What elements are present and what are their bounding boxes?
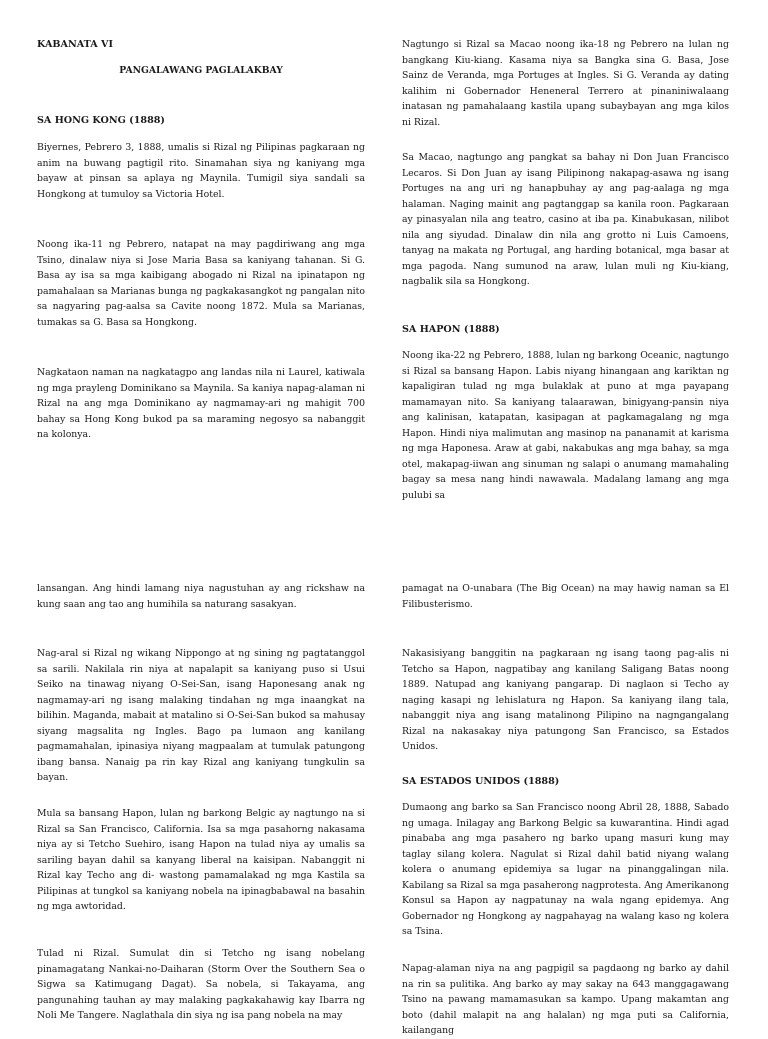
section-heading-hapon: SA HAPON (1888) — [402, 324, 500, 335]
section-heading-hongkong: SA HONG KONG (1888) — [37, 115, 165, 126]
paragraph: Nag-aral si Rizal ng wikang Nippongo at ng sining ng pagtatanggol sa sarili. Nakilala rin niya at napalapit sa kaniyang puso si Usui Seiko na tinawag niyang O-Sei-San, isang Haponesang anak ng nagmamay-ari ng isang malaking tindahan ng mga inaangkat na bilihin. Maganda, mabait at matalino si O-Sei-San bukod sa mahusay siyang magsalita ng Ingles. Bago pa lumaon ang kanilang pagmamahalan, ipinasiya niyang magpaalam at tumulak patungong ibang bansa. Nanaig pa rin kay Rizal ang kaniyang tungkulin sa bayan. — [37, 648, 365, 783]
section-heading-estados: SA ESTADOS UNIDOS (1888) — [402, 776, 560, 787]
chapter-heading: KABANATA VI — [37, 39, 113, 50]
paragraph: lansangan. Ang hindi lamang niya nagustuhan ay ang rickshaw na kung saan ang tao ang humihila sa naturang sasakyan. — [37, 583, 365, 610]
paragraph: Dumaong ang barko sa San Francisco noong Abril 28, 1888, Sabado ng umaga. Inilagay ang Barkong Belgic sa kuwarantina. Hindi agad pinababa ang mga pasahero ng barko upang masuri kung may taglay silang kolera. Nagulat si Rizal dahil batid niyang walang kolera o anumang epidemiya sa lugar na pinanggalingan nila. Kabilang sa Rizal sa mga pasaherong nagprotesta. Ang Amerikanong Konsul sa Hapon ay nagpatunay na wala ngang epidemya. Ang Gobernador ng Hongkong ay nagpahayag na walang kaso ng kolera sa Tsina. — [402, 802, 729, 937]
paragraph: Nakasisiyang banggitin na pagkaraan ng isang taong pag-alis ni Tetcho sa Hapon, nagpatibay ang kanilang Saligang Batas noong 1889. Natupad ang kaniyang pangarap. Di naglaon si Techo ay naging kasapi ng lehislatura ng Hapon. Sa kaniyang ilang tala, nabanggit niya ang isang matalinong Pilipino na nagngangalang Rizal na nakasakay niya patungong San Francisco, sa Estados Unidos. — [402, 648, 729, 752]
paragraph: pamagat na O-unabara (The Big Ocean) na may hawig naman sa El Filibusterismo. — [402, 583, 729, 610]
paragraph: Tulad ni Rizal. Sumulat din si Tetcho ng isang nobelang pinamagatang Nankai-no-Daiharan (Storm Over the Southern Sea o Sigwa sa Katimugang Dagat). Sa nobela, si Takayama, ang pangunahing tauhan ay may malaking pagkakahawig kay Ibarra ng Noli Me Tangere. Naglathala din siya ng isa pang nobela na may — [37, 948, 365, 1021]
paragraph: Biyernes, Pebrero 3, 1888, umalis si Rizal ng Pilipinas pagkaraan ng anim na buwang pagtigil rito. Sinamahan siya ng kaniyang mga bayaw at pinsan sa aplaya ng Maynila. Tumigil siya sandali sa Hongkong at tumuloy sa Victoria Hotel. — [37, 142, 365, 200]
paragraph: Sa Macao, nagtungo ang pangkat sa bahay ni Don Juan Francisco Lecaros. Si Don Juan ay isang Pilipinong nakapag-asawa ng isang Portuges na ang uri ng hanapbuhay ay ang pag-aalaga ng mga halaman. Naging mainit ang pagtanggap sa kanila roon. Pagkaraan ay pinasyalan nila ang teatro, casino at iba pa. Kinabukasan, nilibot nila ang siyudad. Dinalaw din nila ang grotto ni Luis Camoens, tanyag na makata ng Portugal, ang harding botanical, mga basar at mga pagoda. Nang sumunod na araw, lulan muli ng Kiu-kiang, nagbalik sila sa Hongkong. — [402, 152, 729, 287]
paragraph: Mula sa bansang Hapon, lulan ng barkong Belgic ay nagtungo na si Rizal sa San Francisco, California. Isa sa mga pasahorng nakasama niya ay si Tetcho Suehiro, isang Hapon na tulad niya ay umalis sa sariling bayan dahil sa kanyang liberal na kaisipan. Nabanggit ni Rizal kay Techo ang di- wastong pamamalakad ng mga Kastila sa Pilipinas at tungkol sa kaniyang nobela na ipinagbabawal na basahin ng mga awtoridad. — [37, 808, 365, 912]
paragraph: Noong ika-11 ng Pebrero, natapat na may pagdiriwang ang mga Tsino, dinalaw niya si Jose Maria Basa sa kaniyang tahanan. Si G. Basa ay isa sa mga kaibigang abogado ni Rizal na ipinatapon ng pamahalaan sa Marianas bunga ng pagkakasangkot ng pangalan nito sa nagyaring pag-aalsa sa Cavite noong 1872. Mula sa Marianas, tumakas sa G. Basa sa Hongkong. — [37, 239, 365, 328]
paragraph: Napag-alaman niya na ang pagpigil sa pagdaong ng barko ay dahil na rin sa pulitika. Ang barko ay may sakay na 643 manggagawang Tsino na pawang mamamasukan sa kampo. Upang makamtan ang boto (dahil malapit na ang halalan) ng mga puti sa California, kailangang — [402, 963, 729, 1036]
paragraph: Nagtungo si Rizal sa Macao noong ika-18 ng Pebrero na lulan ng bangkang Kiu-kiang. Kasama niya sa Bangka sina G. Basa, Jose Sainz de Veranda, mga Portuges at Ingles. Si G. Veranda ay dating kalihim ni Gobernador Heneneral Terrero at pinaniniwalaang inatasan ng pamahalaang kastila upang subaybayan ang mga kilos ni Rizal. — [402, 39, 729, 128]
paragraph: Nagkataon naman na nagkatagpo ang landas nila ni Laurel, katiwala ng mga prayleng Dominikano sa Maynila. Sa kaniya napag-alaman ni Rizal na ang mga Dominikano ay nagmamay-ari ng mahigit 700 bahay sa Hong Kong bukod pa sa maraming negosyo sa nabanggit na kolonya. — [37, 367, 365, 440]
chapter-title: PANGALAWANG PAGLALAKBAY — [119, 65, 283, 76]
paragraph: Noong ika-22 ng Pebrero, 1888, lulan ng barkong Oceanic, nagtungo si Rizal sa bansang Hapon. Labis niyang hinangaan ang kariktan ng kapaligiran tulad ng mga bulaklak at puno at mga payapang mamamayan nito. Sa kaniyang talaarawan, binigyang-pansin niya ang kalinisan, katapatan, kasipagan at pagkamagalang ng mga Hapon. Hindi niya malimutan ang masinop na pananamit at karisma ng mga Haponesa. Araw at gabi, nakabukas ang mga bahay, sa mga otel, makapag-iiwan ang sinuman ng salapi o anumang mamahaling bagay sa mesa nang hindi nawawala. Madalang lamang ang mga pulubi sa — [402, 350, 729, 501]
